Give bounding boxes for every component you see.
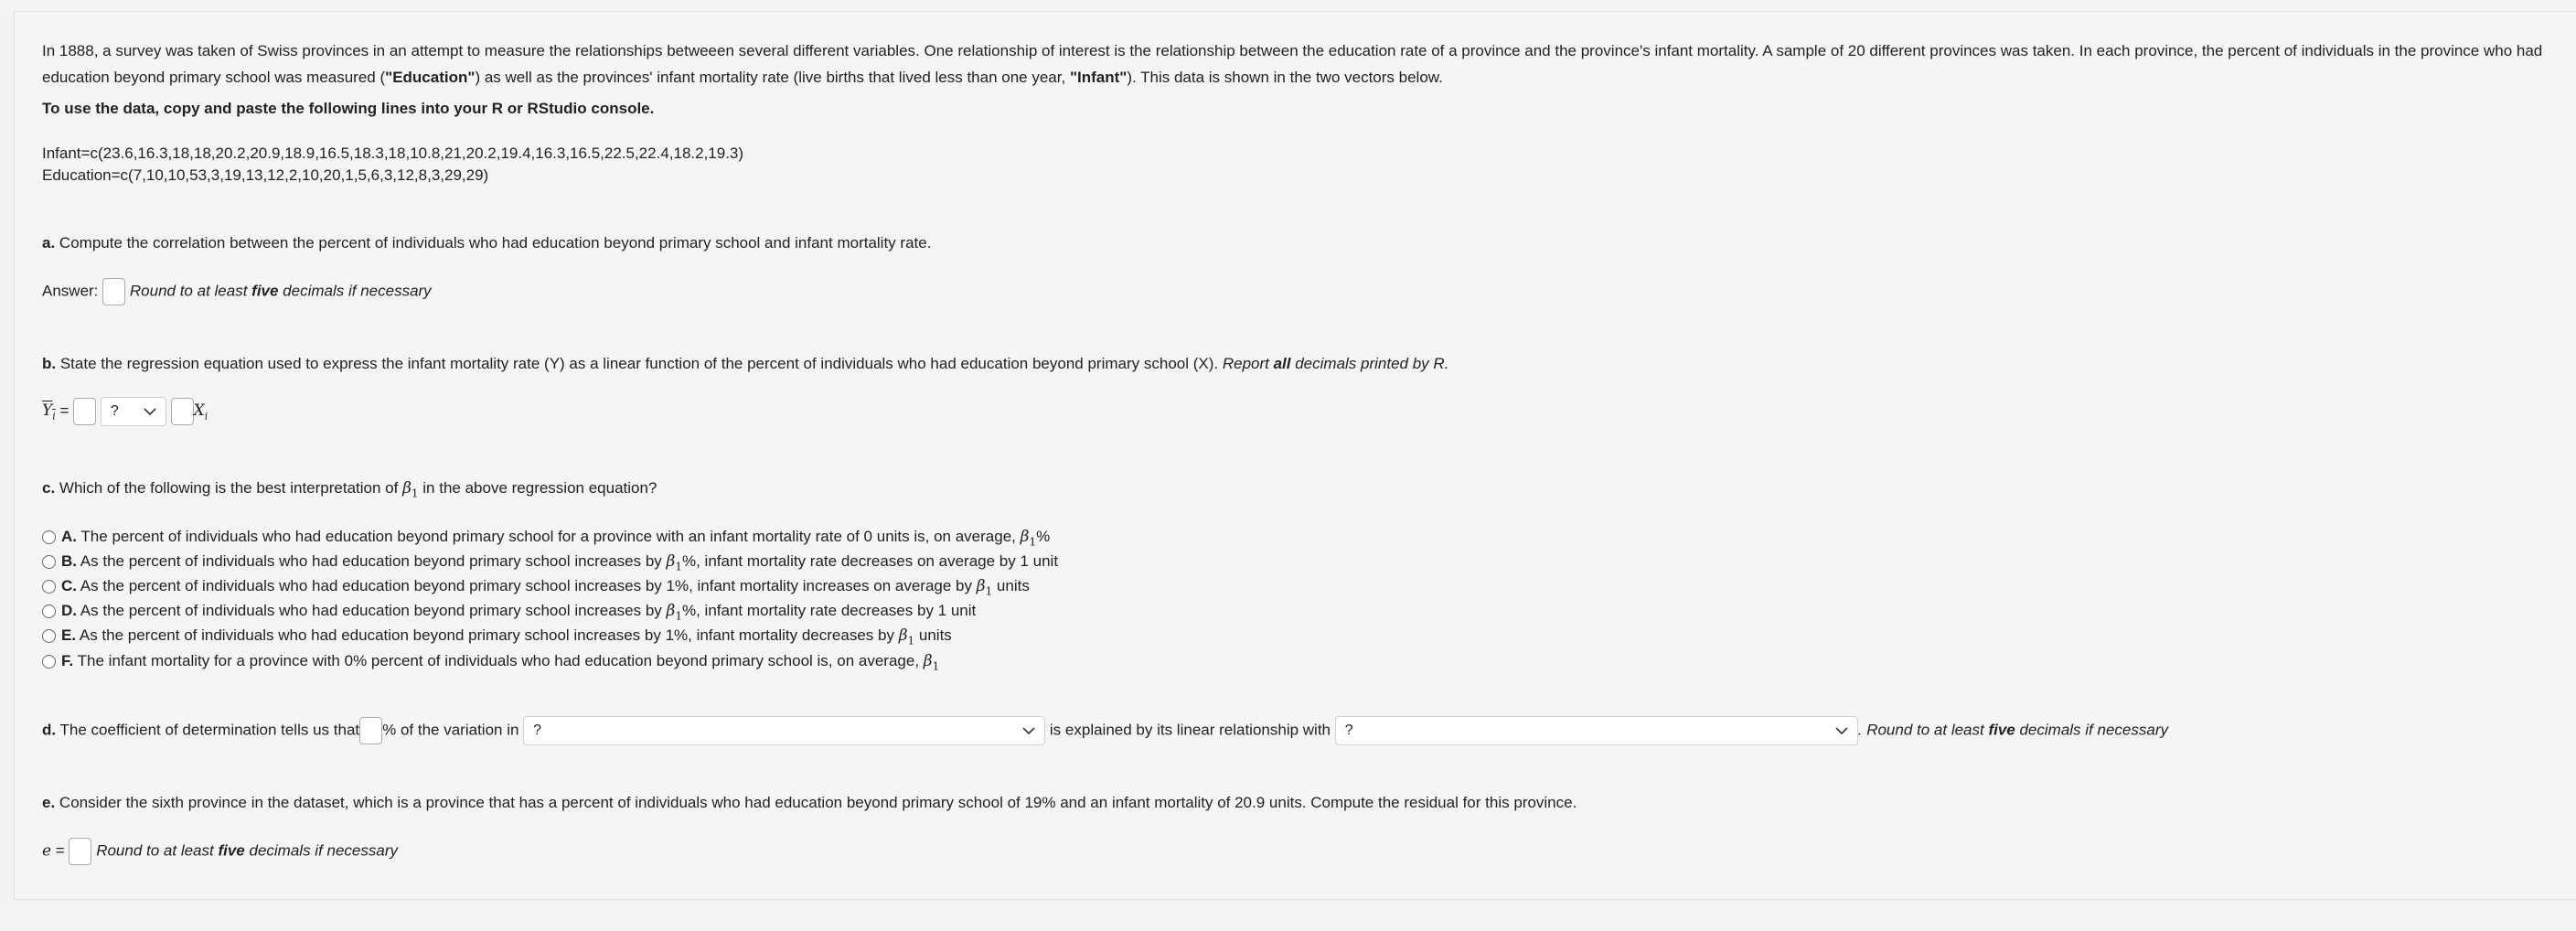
residual-input[interactable] [69, 838, 91, 865]
option-d[interactable]: D. As the percent of individuals who had education beyond primary school increases by $\beta_1\%$, infant mortality rate decreases by 1 unit [42, 599, 976, 627]
question-b: b. State the regression equation used to express the infant mortality rate (Y) as a linear function of the percent of individuals who had education beyond primary school (X). Report all decimals printed by R. [42, 355, 1449, 372]
beta-hat-symbol: $\beta_1$ [923, 652, 940, 673]
option-a[interactable]: A. The percent of individuals who had education beyond primary school for a province with an infant mortality rate of 0 units is, on average, $\beta_1\%$ [42, 525, 1050, 553]
radio-c[interactable] [42, 580, 56, 594]
chevron-down-icon [1835, 724, 1848, 737]
radio-a[interactable] [42, 530, 56, 544]
radio-f[interactable] [42, 655, 56, 669]
correlation-input[interactable] [102, 278, 125, 305]
beta-hat-symbol: $\beta_1$ [976, 577, 993, 598]
question-c: c. Which of the following is the best interpretation of $\beta_1$ in the above regression equation? [42, 479, 657, 500]
beta-hat-symbol: $\beta_1$ [666, 552, 682, 573]
question-d: d. The coefficient of determination tells us that % of the variation in ? is explained by its linear relationship with ? . Round to at least five decimals if necessary [42, 716, 2168, 745]
sign-select[interactable]: ? [101, 397, 166, 426]
slope-input[interactable] [171, 398, 194, 425]
instructions: To use the data, copy and paste the following lines into your R or RStudio console. [42, 100, 655, 117]
question-e: e. Consider the sixth province in the dataset, which is a province that has a percent of individuals who had education beyond primary school of 19% and an infant mortality of 20.9 units. Compute the residual for this province. [42, 794, 1577, 811]
hint-a: Round to at least five decimals if necessary [129, 282, 432, 300]
radio-d[interactable] [42, 605, 56, 618]
beta-hat-symbol: $\beta_1$ [898, 626, 915, 647]
chevron-down-icon [1022, 724, 1035, 737]
beta-hat-symbol: $\beta_1$ [1020, 528, 1037, 549]
question-panel [14, 11, 2576, 900]
beta-hat-symbol: $\beta_1$ [666, 602, 682, 623]
option-c[interactable]: C. As the percent of individuals who had education beyond primary school increases by 1%, infant mortality increases on average by $\beta_1$ units [42, 574, 1030, 603]
x-variable: $X_i$ [193, 401, 208, 423]
option-e[interactable]: E. As the percent of individuals who had education beyond primary school increases by 1%, infant mortality decreases by $\beta_1$ units [42, 624, 952, 652]
explanatory-variable-select[interactable]: ? [1335, 716, 1858, 745]
intercept-input[interactable] [73, 398, 96, 425]
answer-a-row: Answer: Round to at least five decimals if necessary [42, 278, 432, 305]
hint-d: . Round to at least five decimals if necessary [1857, 721, 2168, 739]
chevron-down-icon [144, 405, 156, 418]
infant-data-line: Infant=c(23.6,16.3,18,18,20.2,20.9,18.9,16.5,18.3,18,10.8,21,20.2,19.4,16.3,16.5,22.5,22.4,18.2,19.3) [42, 144, 744, 162]
intro-paragraph: In 1888, a survey was taken of Swiss provinces in an attempt to measure the relationships betweeen several different variables. One relationship of interest is the relationship between the education rate of a province and the province's infant mortality. A sample of 20 different provinces was taken. In each province, the percent of individuals in the province who had education beyond primary school was measured ("Education") as well as the provinces' infant mortality rate (live births that lived less than one year, "Infant"). This data is shown in the two vectors below. [42, 42, 2543, 86]
radio-b[interactable] [42, 555, 56, 569]
hint-e: Round to at least five decimals if necessary [96, 841, 398, 860]
option-b[interactable]: B. As the percent of individuals who had education beyond primary school increases by $\beta_1\%$, infant mortality rate decreases on average by 1 unit [42, 550, 1058, 578]
education-data-line: Education=c(7,10,10,53,3,19,13,12,2,10,20,1,5,6,3,12,8,3,29,29) [42, 166, 489, 184]
answer-e-row: e = Round to at least five decimals if necessary [42, 838, 398, 865]
beta-hat-symbol: $\beta_1$ [402, 479, 419, 500]
y-hat: $Y_i$ [42, 401, 56, 423]
r-squared-input[interactable] [359, 717, 382, 744]
option-f[interactable]: F. The infant mortality for a province with 0% percent of individuals who had education beyond primary school is, on average, $\beta_1$ [42, 649, 939, 678]
radio-e[interactable] [42, 629, 56, 643]
regression-equation-row: $Y_i$ = ? $X_i$ [42, 397, 208, 430]
question-a: a. Compute the correlation between the percent of individuals who had education beyond primary school and infant mortality rate. [42, 234, 932, 251]
response-variable-select[interactable]: ? [523, 716, 1045, 745]
